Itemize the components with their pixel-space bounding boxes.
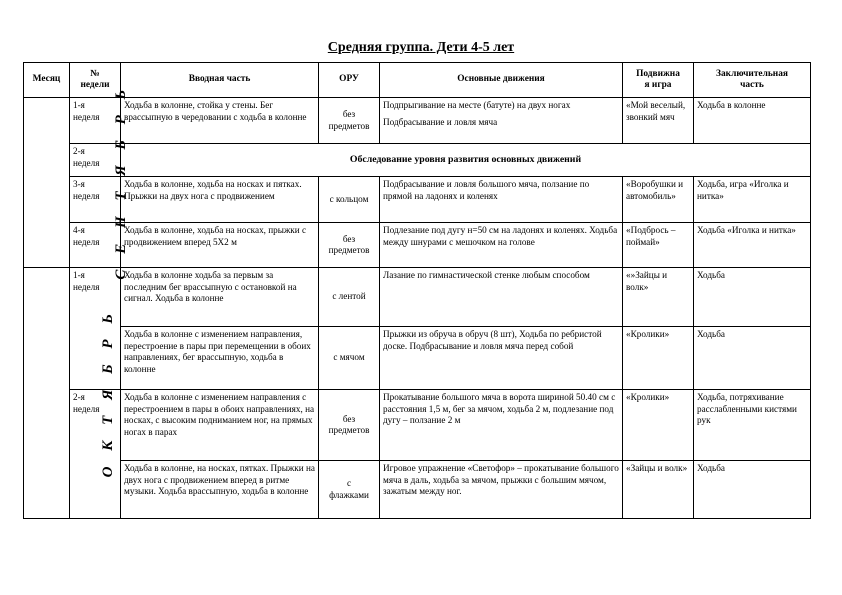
intro-cell: Ходьба в колонне ходьба за первым за последним бег врассыпную с остановкой на сигнал. Ходьба в колонне: [121, 268, 319, 327]
header-final: Заключительная часть: [694, 63, 811, 98]
header-month: Месяц: [24, 63, 70, 98]
intro-cell: Ходьба в колонне с изменением направления, перестроение в пары при перемещении в обоих направлениях, бег врассыпную, ходьба в колонне: [121, 327, 319, 390]
final-cell: Ходьба, игра «Иголка и нитка»: [694, 177, 811, 223]
oru-cell: с флажками: [319, 461, 380, 519]
header-oru: ОРУ: [319, 63, 380, 98]
game-cell: «Кролики»: [623, 327, 694, 390]
table-row: [24, 223, 811, 268]
table-row: [24, 268, 811, 327]
intro-cell: Ходьба в колонне, ходьба на носках и пятках. Прыжки на двух нога с продвижением: [121, 177, 319, 223]
header-game: Подвижна я игра: [623, 63, 694, 98]
oru-cell: без предметов: [319, 98, 380, 144]
week-cell: 1-я неделя: [70, 98, 121, 144]
month-october: О К Т Я Б Р Ь: [24, 268, 70, 519]
week-cell: 2-я неделя: [70, 144, 121, 177]
game-cell: «Подбрось – поймай»: [623, 223, 694, 268]
main-cell: Подбрасывание и ловля большого мяча, ползание по прямой на ладонях и коленях: [380, 177, 623, 223]
table-row: [24, 177, 811, 223]
oru-cell: без предметов: [319, 223, 380, 268]
oru-cell: без предметов: [319, 390, 380, 461]
table-row: [24, 390, 811, 461]
header-week: № недели: [70, 63, 121, 98]
month-september: С Е Н Т Я Б Р Ь: [24, 98, 70, 268]
week-cell: 1-я неделя: [70, 268, 121, 390]
game-cell: «Воробушки и автомобиль»: [623, 177, 694, 223]
oru-cell: с мячом: [319, 327, 380, 390]
schedule-table: [23, 62, 811, 519]
header-intro: Вводная часть: [121, 63, 319, 98]
table-row: [24, 461, 811, 519]
table-row: [24, 327, 811, 390]
week-cell: 3-я неделя: [70, 177, 121, 223]
game-cell: «Кролики»: [623, 390, 694, 461]
table-row: [24, 144, 811, 177]
week-cell: 2-я неделя: [70, 390, 121, 519]
final-cell: Ходьба: [694, 327, 811, 390]
intro-cell: Ходьба в колонне, на носках, пятках. Прыжки на двух нога с продвижением вперед в ритме музыки. Ходьба врассыпную, ходьба в колонне: [121, 461, 319, 519]
final-cell: Ходьба, потряхивание расслабленными кистями рук: [694, 390, 811, 461]
main-cell: Прыжки из обруча в обруч (8 шт), Ходьба по ребристой доске. Подбрасывание и ловля мяча перед собой: [380, 327, 623, 390]
main-cell: Прокатывание большого мяча в ворота шириной 50.40 см с расстояния 1,5 м, бег за мячом, ходьба 2 м, подлезание под дугу – ползание 2 м: [380, 390, 623, 461]
intro-cell: Ходьба в колонне с изменением направления с перестроением в пары в обоих направлениях, на носках, с высоким подниманием ног, на прямых ногах в парах: [121, 390, 319, 461]
intro-cell: Ходьба в колонне, ходьба на носках, прыжки с продвижением вперед 5Х2 м: [121, 223, 319, 268]
game-cell: «Мой веселый, звонкий мяч: [623, 98, 694, 144]
page-title: Средняя группа. Дети 4-5 лет: [327, 40, 515, 55]
oru-cell: с кольцом: [319, 177, 380, 223]
assessment-cell: Обследование уровня развития основных движений: [121, 144, 811, 177]
final-cell: Ходьба «Иголка и нитка»: [694, 223, 811, 268]
main-cell: Игровое упражнение «Светофор» – прокатывание большого мяча в даль, ходьба за мячом, прыжки с большим мячом, зажатым между ног.: [380, 461, 623, 519]
final-cell: Ходьба: [694, 461, 811, 519]
game-cell: «»Зайцы и волк»: [623, 268, 694, 327]
week-cell: 4-я неделя: [70, 223, 121, 268]
header-main: Основные движения: [380, 63, 623, 98]
header-row: [24, 63, 811, 98]
game-cell: «Зайцы и волк»: [623, 461, 694, 519]
final-cell: Ходьба: [694, 268, 811, 327]
table-row: [24, 98, 811, 144]
main-cell: Лазание по гимнастической стенке любым способом: [380, 268, 623, 327]
oru-cell: с лентой: [319, 268, 380, 327]
intro-cell: Ходьба в колонне, стойка у стены. Бег врассыпную в чередовании с ходьба в колонне: [121, 98, 319, 144]
main-cell: Подлезание под дугу н=50 см на ладонях и коленях. Ходьба между шнурами с мешочком на голове: [380, 223, 623, 268]
final-cell: Ходьба в колонне: [694, 98, 811, 144]
main-cell: Подпрыгивание на месте (батуте) на двух ногах Подбрасывание и ловля мяча: [380, 98, 623, 144]
